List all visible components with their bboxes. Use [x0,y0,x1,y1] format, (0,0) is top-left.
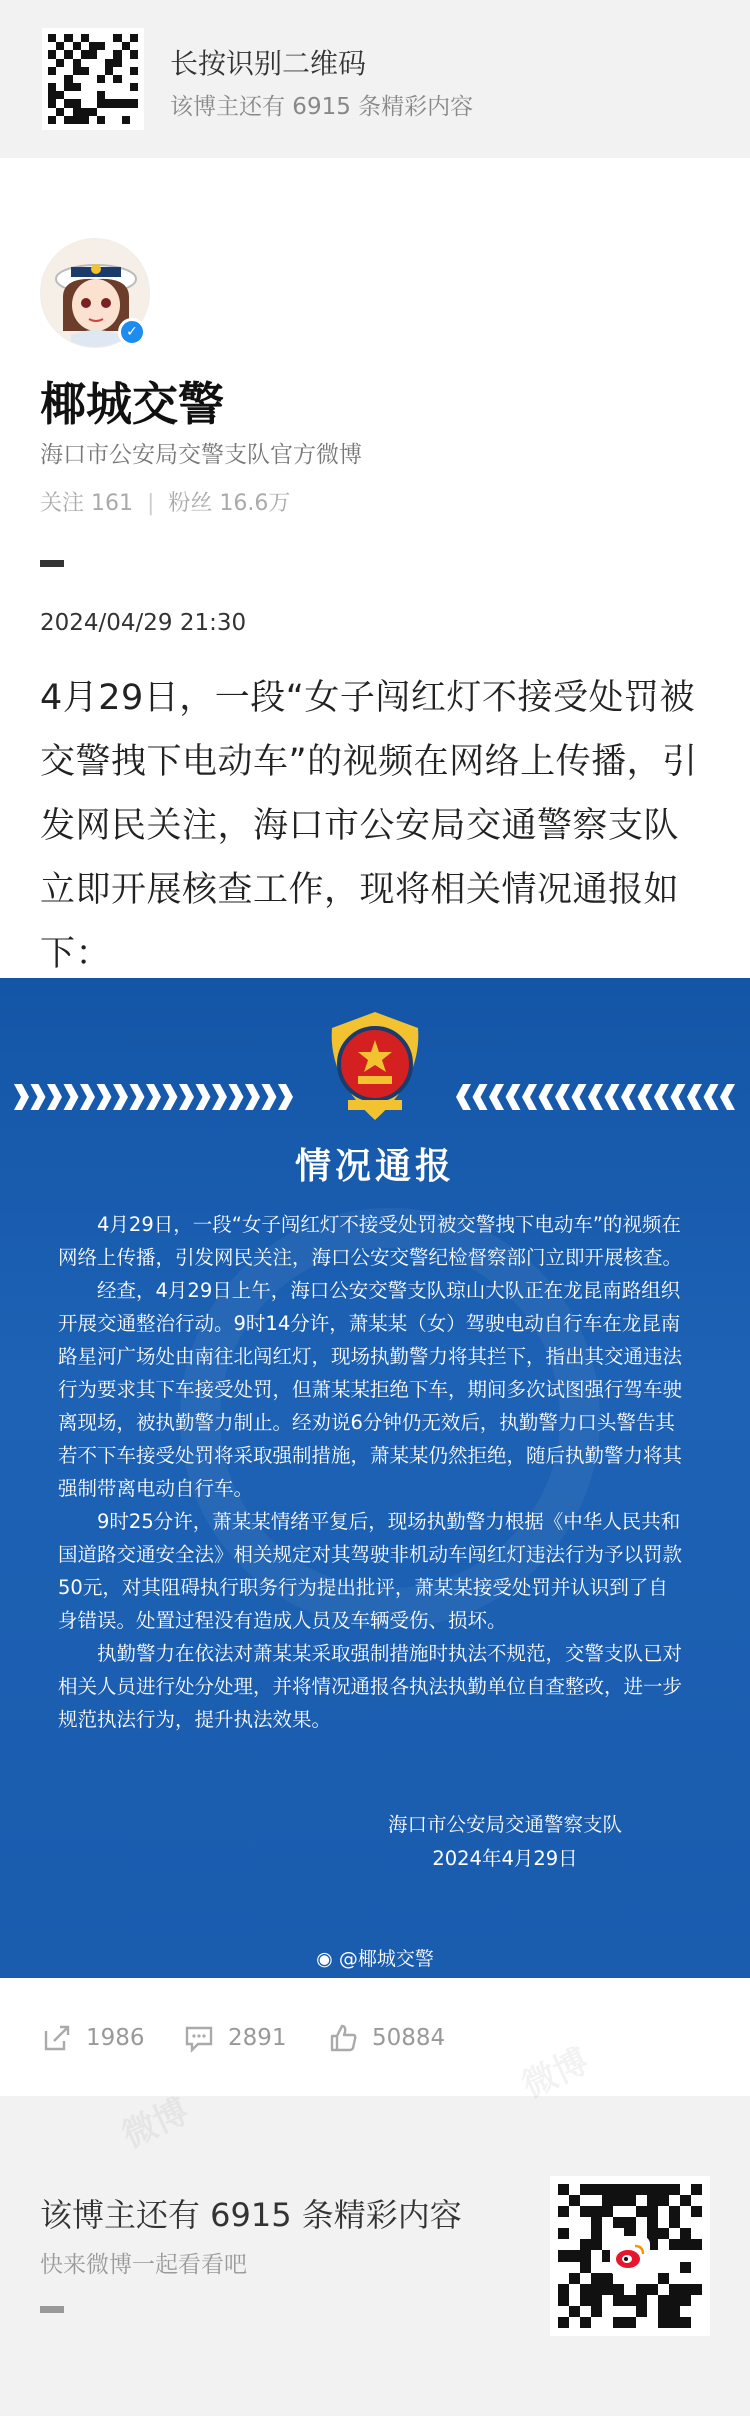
image-watermark-text: @椰城交警 [338,1948,434,1970]
post-text: 4月29日，一段“女子闯红灯不接受处罚被交警拽下电动车”的视频在网络上传播，引发网民关注，海口市公安局交通警察支队立即开展核查工作，现将相关情况通报如下： [40,678,698,974]
stats-separator: | [147,491,155,516]
bottom-subtitle: 快来微博一起看看吧 [40,2252,247,2278]
notice-body [58,1208,686,1736]
post-card [0,158,750,978]
image-watermark [0,1944,750,1971]
post-timestamp: 2024/04/29 21:30 [40,610,247,636]
notice-title: 情况通报 [294,1146,455,1187]
repost-count: 1986 [86,2025,145,2051]
divider [40,2306,64,2313]
like-count: 50884 [372,2025,446,2051]
notice-signature-org: 海口市公安局交通警察支队 [387,1813,622,1836]
comment-icon [184,2023,214,2053]
bottom-promo[interactable] [0,2041,750,2416]
notice-date: 2024年4月29日 [432,1847,578,1870]
user-description: 海口市公安局交警支队官方微博 [40,442,362,468]
user-name[interactable]: 椰城交警 [40,377,224,431]
user-stats [40,486,290,517]
notice-signature [340,1808,670,1876]
verified-badge-icon: ✓ [118,318,146,346]
followers-count[interactable]: 粉丝 16.6万 [168,491,291,516]
banner-subtitle: 该博主还有 6915 条精彩内容 [170,94,474,120]
comment-count: 2891 [228,2025,287,2051]
police-emblem-icon [318,1008,432,1126]
action-bar [0,1978,750,2096]
notice-paragraph: 执勤警力在依法对萧某某采取强制措施时执法不规范，交警支队已对相关人员进行处分处理，并将情况通报各执法执勤单位自查整改，进一步规范执法行为，提升执法效果。 [58,1642,683,1731]
repost-button[interactable] [42,2022,145,2054]
banner-title: 长按识别二维码 [170,47,367,80]
watermark-text: 微博 [116,2091,195,2157]
qr-banner[interactable] [0,0,750,158]
watermark-text: 微博 [516,2041,595,2107]
weibo-logo-icon: ◉ [316,1948,333,1970]
repost-icon [42,2023,72,2053]
qr-code-icon[interactable] [42,28,144,130]
notice-paragraph: 经查，4月29日上午，海口公安交警支队琼山大队正在龙昆南路组织开展交通整治行动。9时14分许，萧某某（女）驾驶电动自行车在龙昆南路星河广场处由南往北闯红灯，现场执勤警力将其拦下，指出其交通违法行为要求其下车接受处罚，但萧某某拒绝下车，期间多次试图强行驾车驶离现场，被执勤警力制止。经劝说6分钟仍无效后，执勤警力口头警告其若不下车接受处罚将采取强制措施，萧某某仍然拒绝，随后执勤警力将其强制带离电动自行车。 [58,1279,683,1500]
notice-image[interactable] [0,978,750,1978]
notice-paragraph: 4月29日，一段“女子闯红灯不接受处罚被交警拽下电动车”的视频在网络上传播，引发网民关注，海口公安交警纪检督察部门立即开展核查。 [58,1213,683,1269]
chevron-decoration-left-icon [14,1082,294,1112]
divider [40,560,64,567]
chevron-decoration-right-icon [456,1082,736,1112]
bottom-title: 该博主还有 6915 条精彩内容 [40,2196,462,2234]
notice-paragraph: 9时25分许，萧某某情绪平复后，现场执勤警力根据《中华人民共和国道路交通安全法》相关规定对其驾驶非机动车闯红灯违法行为予以罚款50元，对其阻碍执行职务行为提出批评，萧某某接受处罚并认识到了自身错误。处置过程没有造成人员及车辆受伤、损坏。 [58,1510,683,1632]
following-count[interactable]: 关注 161 [40,491,133,516]
thumbs-up-icon [328,2023,358,2053]
qr-code-large-icon[interactable] [550,2176,710,2336]
weibo-logo-icon [610,2236,650,2276]
like-button[interactable] [328,2022,445,2054]
comment-button[interactable] [184,2022,287,2054]
